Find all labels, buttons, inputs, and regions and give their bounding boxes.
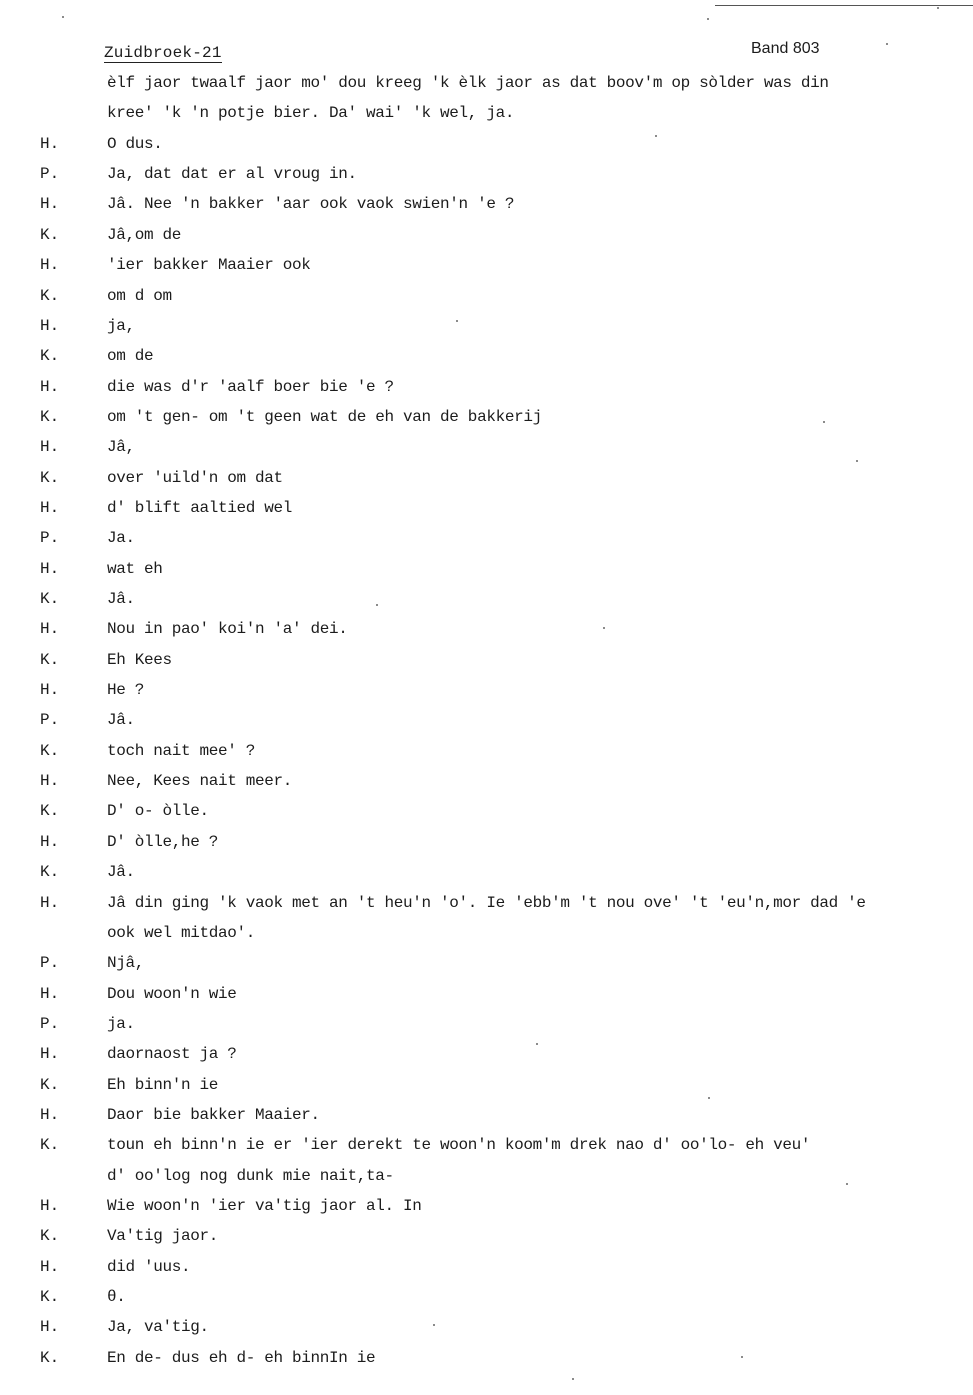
utterance-text: 'ier bakker Maaier ook: [107, 256, 311, 275]
document-header-title: [104, 44, 222, 62]
utterance-text: θ.: [107, 1288, 126, 1306]
speaker-label: H.: [40, 498, 60, 517]
utterance-text: Dou woon'n wie: [107, 984, 237, 1003]
speaker-label: K.: [40, 347, 60, 366]
transcript-line: [0, 163, 973, 185]
transcript-line: [0, 285, 973, 307]
utterance-text: Ja, dat dat er al vroug in.: [107, 165, 357, 184]
utterance-text: D' o- òlle.: [107, 802, 209, 821]
header-title-text: Zuidbroek-21: [104, 44, 222, 62]
speaker-label: H.: [40, 316, 60, 335]
utterance-text: did 'uus.: [107, 1257, 191, 1276]
utterance-text: Jâ.: [107, 863, 135, 882]
transcript-line: [0, 1165, 973, 1187]
utterance-text: Ja.: [107, 529, 135, 548]
speaker-label: P.: [40, 529, 60, 548]
utterance-text: O dus.: [107, 134, 163, 153]
speaker-label: K.: [40, 1227, 60, 1246]
scan-speck: [376, 604, 378, 606]
transcript-line: [0, 224, 973, 246]
transcript-line: [0, 376, 973, 398]
scan-speck: [823, 421, 825, 423]
transcript-line: [0, 527, 973, 549]
utterance-text: die was d'r 'aalf boer bie 'e ?: [107, 377, 394, 396]
transcript-line: [0, 1225, 973, 1247]
transcript-line: [0, 861, 973, 883]
band-number: Band 803: [751, 40, 820, 57]
transcript-line: [0, 983, 973, 1005]
utterance-text: Eh Kees: [107, 650, 172, 669]
speaker-label: H.: [40, 681, 60, 699]
scan-speck: [433, 1324, 435, 1326]
speaker-label: H.: [40, 1105, 60, 1124]
transcript-line: [0, 193, 973, 215]
transcript-line: [0, 740, 973, 762]
speaker-label: P.: [40, 1014, 60, 1033]
transcript-line: [0, 497, 973, 519]
transcript-line: [0, 1256, 973, 1278]
utterance-text: d' blift aaltied wel: [107, 498, 293, 517]
speaker-label: K.: [40, 1136, 60, 1155]
speaker-label: H.: [40, 195, 60, 214]
transcript-line: [0, 467, 973, 489]
scan-speck: [937, 7, 939, 9]
utterance-text: D' òlle,he ?: [107, 832, 219, 851]
utterance-text: Nee, Kees nait meer.: [107, 772, 293, 791]
transcript-line: [0, 649, 973, 671]
speaker-label: K.: [40, 407, 60, 426]
transcript-line: [0, 1074, 973, 1096]
transcript-line: [0, 800, 973, 822]
utterance-text: Jâ. Nee 'n bakker 'aar ook vaok swien'n 'e ?: [107, 195, 515, 214]
scan-speck: [62, 16, 64, 18]
transcript-line: [0, 952, 973, 974]
transcript-line: [0, 922, 973, 944]
speaker-label: K.: [40, 650, 60, 669]
utterance-text: om d om: [107, 286, 172, 305]
utterance-text: ja,: [107, 316, 135, 335]
transcript-line: [0, 102, 973, 124]
utterance-text: wat eh: [107, 559, 163, 578]
transcript-line: [0, 1043, 973, 1065]
speaker-label: H.: [40, 1197, 60, 1215]
speaker-label: P.: [40, 711, 60, 730]
speaker-label: H.: [40, 438, 60, 457]
utterance-text: En de- dus eh d- eh binnIn ie: [107, 1348, 376, 1367]
scan-speck: [886, 43, 888, 45]
transcript-line: [0, 831, 973, 853]
speaker-label: K.: [40, 741, 60, 760]
utterance-text: Jâ.: [107, 590, 135, 608]
transcript-line: [0, 558, 973, 580]
utterance-text: d' oo'log nog dunk mie nait,ta-: [107, 1166, 394, 1185]
speaker-label: H.: [40, 256, 60, 275]
utterance-text: Nou in pao' koi'n 'a' dei.: [107, 620, 348, 639]
scan-speck: [456, 320, 458, 322]
transcript-line: [0, 315, 973, 337]
speaker-label: K.: [40, 590, 60, 608]
transcript-line: [0, 345, 973, 367]
scan-speck: [572, 1378, 574, 1380]
speaker-label: K.: [40, 1348, 60, 1367]
speaker-label: H.: [40, 832, 60, 851]
utterance-text: Jâ din ging 'k vaok met an 't heu'n 'o'. Ie 'ebb'm 't nou ove' 't 'eu'n,mor dad 'e: [107, 893, 866, 912]
utterance-text: om de: [107, 347, 154, 366]
transcript-line: [0, 1195, 973, 1217]
utterance-text: Wie woon'n 'ier va'tig jaor al. In: [107, 1197, 422, 1215]
top-edge-rule: [715, 5, 973, 6]
scan-speck: [707, 18, 709, 20]
scan-speck: [655, 135, 657, 137]
utterance-text: over 'uild'n om dat: [107, 468, 283, 487]
speaker-label: H.: [40, 1045, 60, 1064]
transcript-line: [0, 72, 973, 94]
utterance-text: toch nait mee' ?: [107, 741, 256, 760]
speaker-label: K.: [40, 468, 60, 487]
utterance-text: daornaost ja ?: [107, 1045, 237, 1064]
utterance-text: ja.: [107, 1014, 135, 1033]
utterance-text: toun eh binn'n ie er 'ier derekt te woon'n koom'm drek nao d' oo'lo- eh veu': [107, 1136, 811, 1155]
speaker-label: K.: [40, 863, 60, 882]
scan-speck: [536, 1043, 538, 1045]
speaker-label: H.: [40, 772, 60, 791]
utterance-text: Va'tig jaor.: [107, 1227, 219, 1246]
scan-speck: [741, 1356, 743, 1358]
transcript-line: [0, 1316, 973, 1338]
utterance-text: ook wel mitdao'.: [107, 923, 256, 942]
speaker-label: H.: [40, 620, 60, 639]
utterance-text: Jâ.: [107, 711, 135, 730]
transcript-line: [0, 679, 973, 701]
speaker-label: K.: [40, 286, 60, 305]
speaker-label: H.: [40, 1257, 60, 1276]
speaker-label: H.: [40, 377, 60, 396]
transcript-line: [0, 709, 973, 731]
utterance-text: Njâ,: [107, 954, 145, 973]
scan-speck: [603, 627, 605, 629]
speaker-label: P.: [40, 954, 60, 973]
scan-speck: [856, 460, 858, 462]
transcript-line: [0, 770, 973, 792]
utterance-text: èlf jaor twaalf jaor mo' dou kreeg 'k èlk jaor as dat boov'm op sòlder was din: [107, 74, 829, 92]
transcript-line: [0, 618, 973, 640]
transcript-line: [0, 1013, 973, 1035]
transcript-line: [0, 133, 973, 155]
transcript-line: [0, 406, 973, 428]
speaker-label: H.: [40, 893, 60, 912]
speaker-label: P.: [40, 165, 60, 184]
utterance-text: Ja, va'tig.: [107, 1318, 209, 1337]
transcript-line: [0, 1347, 973, 1369]
speaker-label: H.: [40, 984, 60, 1003]
utterance-text: Jâ,: [107, 438, 135, 457]
transcript-line: [0, 254, 973, 276]
speaker-label: K.: [40, 1075, 60, 1094]
speaker-label: H.: [40, 1318, 60, 1337]
speaker-label: K.: [40, 1288, 60, 1306]
scan-speck: [708, 1097, 710, 1099]
transcript-line: [0, 1134, 973, 1156]
speaker-label: K.: [40, 225, 60, 244]
transcript-line: [0, 1104, 973, 1126]
transcript-line: [0, 1286, 973, 1308]
utterance-text: kree' 'k 'n potje bier. Da' wai' 'k wel, ja.: [107, 104, 515, 123]
transcript-line: [0, 436, 973, 458]
speaker-label: H.: [40, 134, 60, 153]
utterance-text: Eh binn'n ie: [107, 1075, 219, 1094]
utterance-text: om 't gen- om 't geen wat de eh van de bakkerij: [107, 407, 542, 426]
utterance-text: Jâ,om de: [107, 225, 182, 244]
transcript-line: [0, 892, 973, 914]
utterance-text: He ?: [107, 681, 145, 699]
speaker-label: K.: [40, 802, 60, 821]
speaker-label: H.: [40, 559, 60, 578]
utterance-text: Daor bie bakker Maaier.: [107, 1105, 320, 1124]
scan-speck: [846, 1183, 848, 1185]
transcript-line: [0, 588, 973, 610]
